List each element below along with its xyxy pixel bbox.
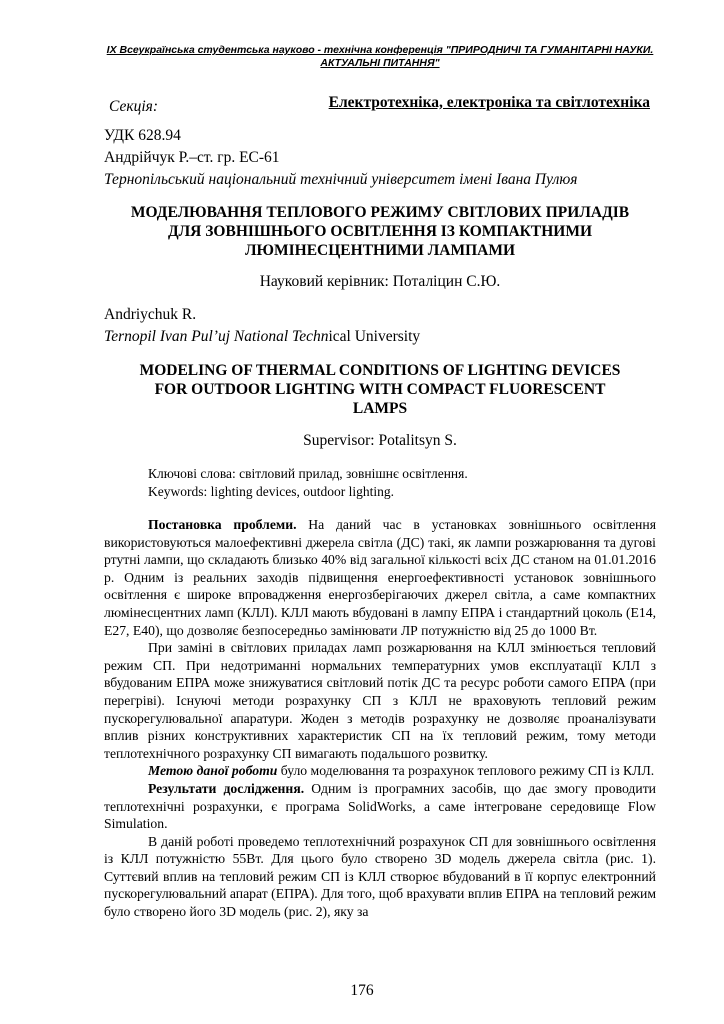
conference-header xyxy=(90,44,670,70)
keywords-ua: Ключові слова: світловий прилад, зовнішнє освітлення. xyxy=(148,466,468,481)
affiliation-en xyxy=(104,328,420,346)
paragraph-goal xyxy=(104,762,656,780)
lead-goal: Метою даної роботи xyxy=(148,763,278,779)
paragraph-results xyxy=(104,780,656,833)
body-text xyxy=(104,516,656,921)
lead-problem: Постановка проблеми. xyxy=(148,517,297,532)
keywords-en: Keywords: lighting devices, outdoor lighting. xyxy=(148,484,394,499)
title-en-line-2: FOR OUTDOOR LIGHTING WITH COMPACT FLUORESCENT xyxy=(154,381,606,398)
paragraph-thermal: При заміні в світлових приладах ламп розжарювання на КЛЛ змінюється тепловий режим СП. При недотриманні нормальних температурних умов експлуатації КЛЛ з вбудованим ЕПРА може знижуватися світловий потік ДС та ресурс роботи самого ЕПРА (при перегріві). Існуючі методи розрахунку СП з КЛЛ не враховують тепловий режим пускорегулювальної апаратури. Жоден з методів розрахунку не дозволяє проаналізувати вплив різних конструктивних характеристик СП на їх тепловий режим, тому методи теплотехнічного розрахунку СП вимагають подальшого розвитку. xyxy=(104,640,656,761)
author-en: Andriychuk R. xyxy=(104,306,197,323)
supervisor-en: Supervisor: Potalitsyn S. xyxy=(303,432,457,449)
paper-title-en xyxy=(104,361,656,418)
affiliation-en-rest: ical University xyxy=(328,328,421,345)
paragraph-calculation: В даній роботі проведемо теплотехнічний розрахунок СП для зовнішнього освітлення із КЛЛ потужністю 55Вт. Для цього було створено 3D модель джерела світла (рис. 1). Суттєвий вплив на тепловий режим СП із КЛЛ створює вбудований в її корпус електронний пускорегулювальний апарат (ЕПРА). Для того, щоб врахувати вплив ЕПРА на тепловий режим було створено його 3D модель (рис. 2), яку за xyxy=(104,833,656,920)
udk-code: УДК 628.94 xyxy=(104,127,181,144)
text-results: Одним із програмних засобів, що дає змогу проводити теплотехнічні розрахунки, є програма SolidWorks, а саме інтегроване середовище Flow Simulation. xyxy=(104,780,656,832)
author-ua: Андрійчук Р.–ст. гр. ЕС-61 xyxy=(104,149,280,166)
conference-header-line-1: IX Всеукраїнська студентська науково - технічна конференція "ПРИРОДНИЧІ ТА ГУМАНІТАРНІ НАУКИ. xyxy=(106,44,654,56)
conference-header-line-2: АКТУАЛЬНІ ПИТАННЯ" xyxy=(320,57,440,69)
supervisor-ua: Науковий керівник: Поталіцин С.Ю. xyxy=(259,273,501,290)
text-goal: було моделювання та розрахунок теплового режиму СП із КЛЛ. xyxy=(277,763,655,779)
title-ua-line-1: МОДЕЛЮВАННЯ ТЕПЛОВОГО РЕЖИМУ СВІТЛОВИХ ПРИЛАДІВ xyxy=(130,204,630,221)
affiliation-ua: Тернопільський національний технічний університет імені Івана Пулюя xyxy=(104,171,578,188)
lead-results: Результати дослідження. xyxy=(148,780,305,796)
title-ua-line-2: ДЛЯ ЗОВНІШНЬОГО ОСВІТЛЕННЯ ІЗ КОМПАКТНИМИ xyxy=(167,223,593,240)
title-en-line-3: LAMPS xyxy=(352,400,408,417)
page-number: 176 xyxy=(350,982,374,999)
section-label: Секція: xyxy=(109,98,158,115)
title-ua-line-3: ЛЮМІНЕСЦЕНТНИМИ ЛАМПАМИ xyxy=(244,242,516,259)
affiliation-en-italic: Ternopil Ivan Pul’uj National Techn xyxy=(104,328,329,345)
title-en-line-1: MODELING OF THERMAL CONDITIONS OF LIGHTING DEVICES xyxy=(139,362,621,379)
paragraph-problem xyxy=(104,516,656,639)
section-title: Електротехніка, електроніка та світлотехніка xyxy=(328,94,650,111)
text-problem: На даний час в установках зовнішнього освітлення використовуються малоефективні джерела світла (ДС) такі, як лампи розжарювання та дугові ртутні лампи, що складають близько 40% від загальної кількості всіх ДС станом на 01.01.2016 р. Одним із реальних заходів підвищення енергоефективності установок зовнішнього освітлення є широке впровадження енергозберігаючих джерел світла, а саме компактних люмінесцентних ламп (КЛЛ). КЛЛ мають вбудовані в лампу ЕПРА і стандартний цоколь (Е14, Е27, Е40), що дозволяє безпосередньо замінювати ЛР потужністю від 25 до 1000 Вт. xyxy=(104,517,657,638)
paper-title-ua xyxy=(104,203,656,260)
